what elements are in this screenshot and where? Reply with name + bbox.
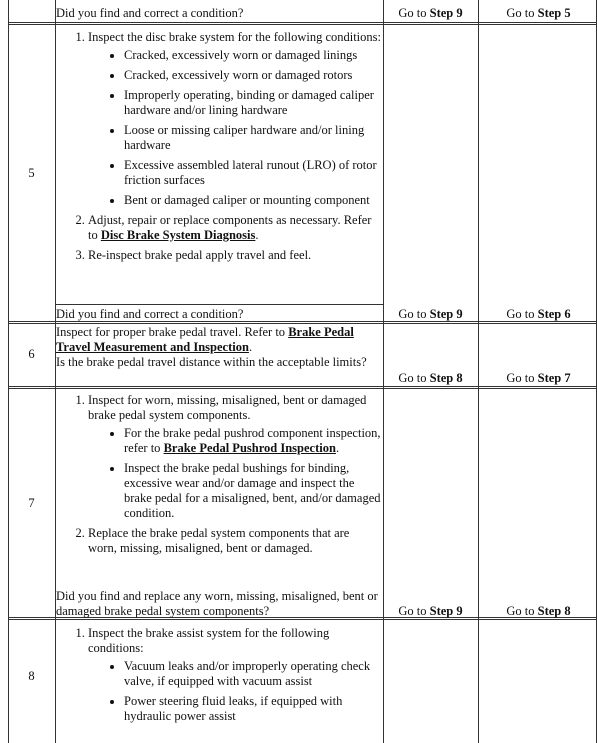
punctuation: . — [248, 340, 253, 354]
step7-sub-item-2: • Inspect the brake pedal bushings for binding, excessive wear and/or damage and inspect the brake pedal for a misaligned, bent, and/or damaged condition. — [124, 461, 381, 521]
step6-text: Inspect for proper brake pedal travel. Refer to — [56, 325, 289, 339]
step5-item-1-text: Inspect the disc brake system for the following conditions: — [88, 30, 381, 44]
step5-conditions-list — [88, 48, 381, 208]
step8-action — [56, 626, 381, 729]
condition-item: • Cracked, excessively worn or damaged linings — [124, 48, 381, 63]
step7-sub-item-1 — [124, 426, 381, 456]
pedal-travel-link[interactable]: Brake Pedal Travel Measurement and Inspection — [56, 325, 354, 354]
step5-action — [56, 30, 381, 268]
condition-item: • Bent or damaged caliper or mounting component — [124, 193, 381, 208]
step6-yes-action: Go to Step 8 — [398, 371, 463, 385]
step7-no-action: Go to Step 8 — [506, 604, 571, 618]
step4-yes-action: Go to Step 9 — [398, 6, 463, 20]
condition-item: • Improperly operating, binding or damaged caliper hardware and/or lining hardware — [124, 88, 381, 118]
condition-item: • Power steering fluid leaks, if equipped with hydraulic power assist — [124, 694, 381, 724]
step4-question: Did you find and correct a condition? — [56, 6, 244, 20]
step5-item-2 — [88, 213, 381, 243]
step6-action — [56, 325, 386, 370]
step4-no-action: Go to Step 5 — [506, 6, 571, 20]
step7-yes-action: Go to Step 9 — [398, 604, 463, 618]
step6-no-action: Go to Step 7 — [506, 371, 571, 385]
step7-sub-item-1-text: For the brake pedal pushrod component inspection, refer to — [124, 426, 381, 455]
step7-item-2: 2. Replace the brake pedal system components that are worn, missing, misaligned, bent or damaged. — [88, 526, 381, 556]
step5-no-action: Go to Step 6 — [506, 307, 571, 321]
step7-action — [56, 393, 381, 561]
punctuation: . — [335, 441, 340, 455]
step5-question: Did you find and correct a condition? — [56, 307, 244, 321]
punctuation: . — [255, 228, 259, 242]
step-number: 8 — [28, 669, 35, 683]
step7-item-1 — [88, 393, 381, 521]
step7-sub-list — [88, 426, 381, 521]
row-divider — [8, 22, 597, 25]
step-number: 7 — [28, 496, 35, 510]
step5-item-2-text: Adjust, repair or replace components as necessary. Refer to — [88, 213, 372, 242]
step8-item-1 — [88, 626, 381, 724]
condition-item: • Vacuum leaks and/or improperly operating check valve, if equipped with vacuum assist — [124, 659, 381, 689]
table-border-left — [8, 0, 9, 743]
pushrod-inspection-link[interactable]: Brake Pedal Pushrod Inspection — [163, 441, 336, 455]
step6-question: Is the brake pedal travel distance within the acceptable limits? — [56, 355, 367, 369]
step-number: 5 — [28, 166, 35, 180]
condition-item: • Cracked, excessively worn or damaged rotors — [124, 68, 381, 83]
step5-yes-action: Go to Step 9 — [398, 307, 463, 321]
question-divider — [55, 304, 383, 305]
step5-item-3: 3. Re-inspect brake pedal apply travel and feel. — [88, 248, 381, 263]
column-divider-yes — [478, 0, 479, 743]
step7-item-1-text: Inspect for worn, missing, misaligned, bent or damaged brake pedal system components. — [88, 393, 367, 422]
condition-item: • Excessive assembled lateral runout (LRO) of rotor friction surfaces — [124, 158, 381, 188]
disc-brake-diagnosis-link[interactable]: Disc Brake System Diagnosis — [100, 228, 256, 242]
step8-item-1-text: Inspect the brake assist system for the following conditions: — [88, 626, 330, 655]
step-number: 6 — [28, 347, 35, 361]
step8-conditions-list — [88, 659, 381, 724]
step5-item-1 — [88, 30, 381, 208]
row-divider — [8, 386, 597, 389]
condition-item: • Loose or missing caliper hardware and/or lining hardware — [124, 123, 381, 153]
step7-question: Did you find and replace any worn, missing, misaligned, bent or damaged brake pedal system components? — [56, 589, 378, 618]
